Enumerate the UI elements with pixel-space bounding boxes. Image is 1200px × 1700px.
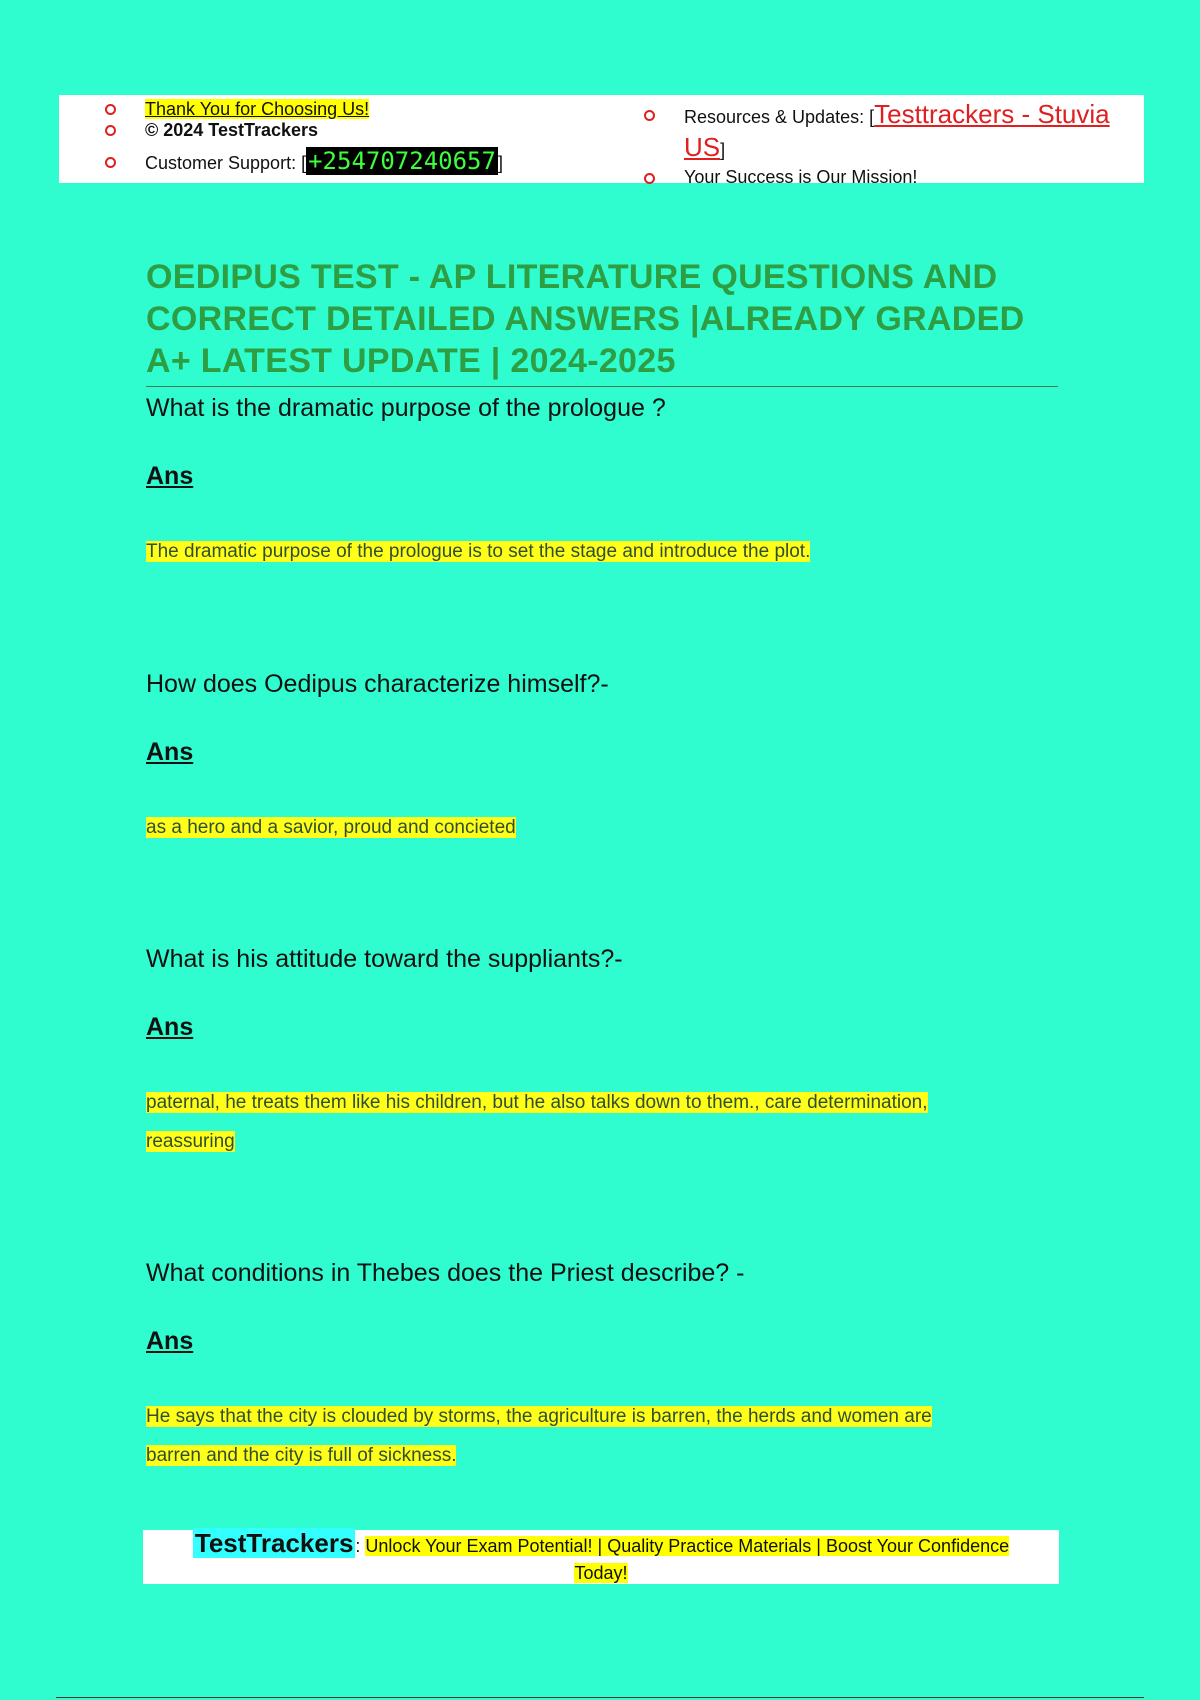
header-banner xyxy=(59,95,1144,187)
qa-block-4 xyxy=(146,1258,1046,1475)
copyright-text: © 2024 TestTrackers xyxy=(145,120,319,140)
resources-label: Resources & Updates: xyxy=(684,107,870,127)
qa-block-1 xyxy=(146,393,1046,571)
bracket-open: [ xyxy=(301,153,307,173)
header-item-mission xyxy=(644,165,1124,189)
qa-block-3 xyxy=(146,944,1046,1161)
answer-text xyxy=(146,1083,1046,1161)
question-text: How does Oedipus characterize himself?- xyxy=(146,670,609,698)
bracket-open: [ xyxy=(869,107,875,127)
bracket-close: ] xyxy=(497,153,503,173)
header-left-list xyxy=(105,95,503,178)
answer-text xyxy=(146,532,1046,571)
ans-label: Ans xyxy=(146,1327,194,1355)
header-right-list xyxy=(644,95,1124,189)
header-item-resources xyxy=(644,99,1124,165)
footer-line-1 xyxy=(143,1530,1059,1560)
bullet-icon xyxy=(644,110,655,121)
brand-separator: : xyxy=(355,1536,366,1556)
question-text: What conditions in Thebes does the Priest describe? - xyxy=(146,1259,745,1287)
bracket-close: ] xyxy=(720,140,726,160)
answer-line: He says that the city is clouded by storms, the agriculture is barren, the herds and women are xyxy=(146,1406,932,1427)
answer-line: The dramatic purpose of the prologue is to set the stage and introduce the plot. xyxy=(146,541,811,562)
answer-text xyxy=(146,808,1046,847)
document-title: OEDIPUS TEST - AP LITERATURE QUESTIONS AND CORRECT DETAILED ANSWERS |ALREADY GRADED A+ LATEST UPDATE | 2024-2025 xyxy=(146,256,1058,387)
answer-line: paternal, he treats them like his children, but he also talks down to them., care determination, xyxy=(146,1092,928,1113)
ans-label: Ans xyxy=(146,738,194,766)
brand-name: TestTrackers xyxy=(194,1528,354,1558)
answer-line: reassuring xyxy=(146,1131,235,1152)
answer-line: as a hero and a savior, proud and concieted xyxy=(146,817,516,838)
bullet-icon xyxy=(105,125,116,136)
bullet-icon xyxy=(105,157,116,168)
footer-line-2 xyxy=(143,1560,1059,1587)
question-text: What is the dramatic purpose of the prologue ? xyxy=(146,394,666,422)
support-phone[interactable]: +254707240657 xyxy=(308,147,496,175)
footer-tagline: Unlock Your Exam Potential! | Quality Practice Materials | Boost Your Confidence xyxy=(365,1536,1010,1556)
header-item-copyright xyxy=(105,120,503,140)
ans-label: Ans xyxy=(146,462,194,490)
page-bottom-divider xyxy=(56,1697,1144,1698)
header-item-support xyxy=(105,144,503,178)
bullet-icon xyxy=(644,173,655,184)
header-item-thanks xyxy=(105,98,503,120)
question-text: What is his attitude toward the suppliants?- xyxy=(146,945,623,973)
thanks-text: Thank You for Choosing Us! xyxy=(145,99,370,119)
footer-tagline-end: Today! xyxy=(574,1563,628,1583)
mission-text: Your Success is Our Mission! xyxy=(684,167,918,187)
bullet-icon xyxy=(105,104,116,115)
support-label: Customer Support: xyxy=(145,153,302,173)
footer-promo xyxy=(143,1530,1059,1584)
answer-line: barren and the city is full of sickness. xyxy=(146,1445,457,1466)
qa-block-2 xyxy=(146,669,1046,847)
ans-label: Ans xyxy=(146,1013,194,1041)
stuvia-link[interactable]: Testtrackers - Stuvia US xyxy=(684,99,1110,162)
answer-text xyxy=(146,1397,1046,1475)
